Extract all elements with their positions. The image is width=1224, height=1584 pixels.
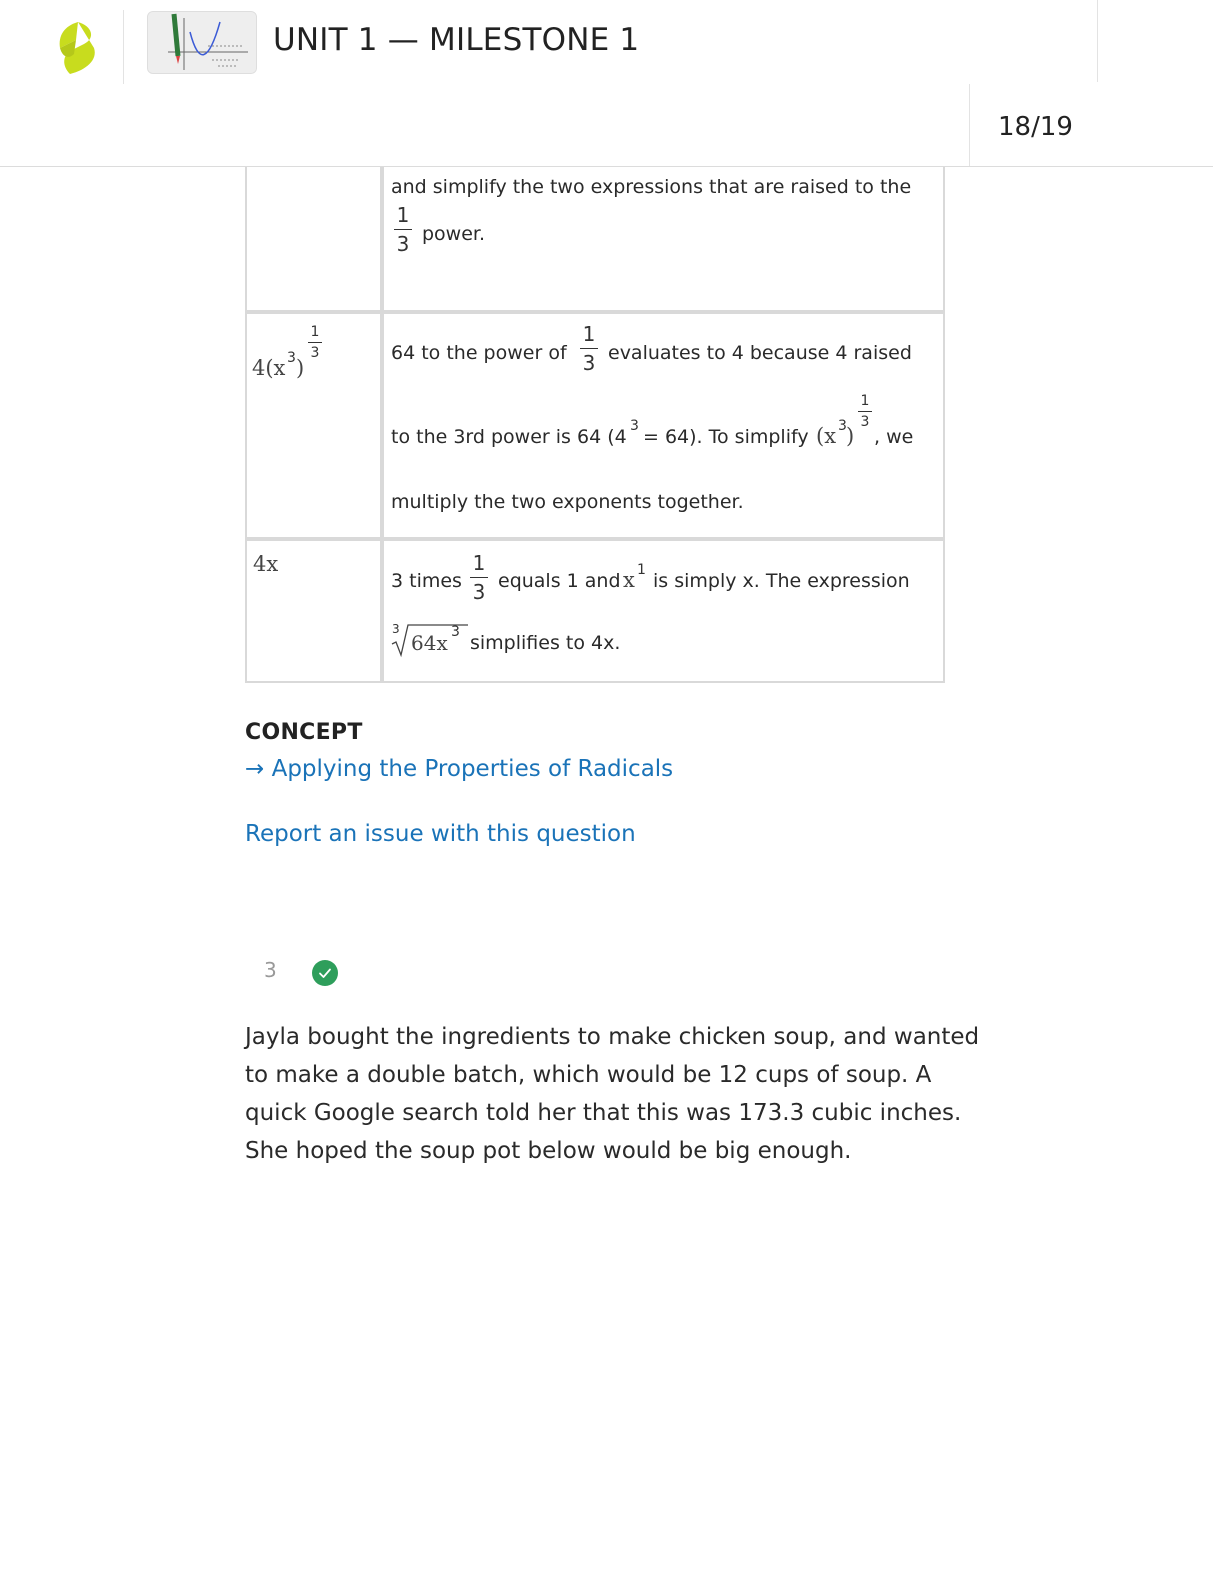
graph-thumbnail-icon (148, 12, 257, 74)
line2-expression: (x (816, 424, 837, 448)
row3-variable: x (623, 568, 635, 592)
fraction-denominator: 3 (472, 580, 486, 604)
question-counter: 18/19 (998, 112, 1073, 142)
row3-explanation-line1b: equals 1 and (498, 570, 621, 592)
row3-step-expression: 4x (253, 552, 279, 576)
question-text: Jayla bought the ingredients to make chicken soup, and wanted to make a double batch, which would be 12 cups of soup. A quick Google search told her that this was 173.3 cubic inches. She hoped the soup pot below would be big enough. (245, 1024, 980, 1164)
milestone-thumbnail (147, 11, 257, 74)
row3-explanation-line1c: is simply x. The expression (653, 570, 910, 592)
row2-explanation-line1a: 64 to the power of (391, 342, 567, 364)
fraction-numerator: 1 (396, 203, 410, 227)
fraction-numerator: 1 (310, 324, 320, 340)
line2-exponent: 3 (630, 418, 639, 434)
row1-explanation-line1: and simplify the two expressions that are raised to the (391, 176, 912, 198)
fraction-denominator: 3 (396, 232, 410, 256)
table-row-divider (245, 310, 945, 314)
logo-area (40, 10, 124, 84)
checkmark-icon (312, 960, 338, 986)
line2-expression-exponent: 3 (838, 418, 847, 434)
row2-explanation-line2c: , we (874, 426, 914, 448)
fraction-numerator: 1 (472, 551, 486, 575)
fraction-bar (580, 348, 598, 349)
radicand-exponent: 3 (451, 624, 460, 640)
correct-status-icon (312, 960, 338, 986)
fraction-denominator: 3 (582, 351, 596, 375)
row1-explanation-line2: power. (422, 223, 486, 245)
table-row-divider (245, 537, 945, 541)
row3-explanation-line1a: 3 times (391, 570, 462, 592)
row3-variable-exponent: 1 (637, 562, 646, 578)
row2-explanation-line2a: to the 3rd power is 64 (4 (391, 426, 627, 448)
line2-fraction-exponent (858, 393, 872, 430)
counter-divider (969, 84, 970, 166)
expression-exponent: 3 (287, 350, 296, 366)
table-column-divider (380, 167, 384, 682)
concept-link-label: Applying the Properties of Radicals (271, 756, 674, 782)
fraction-bar (394, 229, 412, 230)
fraction-denominator: 3 (860, 414, 870, 430)
row2-explanation-line2b: = 64). To simplify (643, 426, 809, 448)
root-index: 3 (392, 622, 400, 636)
line2-expression-close: ) (846, 424, 855, 448)
row3-explanation-line2: simplifies to 4x. (470, 632, 621, 654)
row2-explanation-line3: multiply the two exponents together. (391, 491, 744, 513)
fraction-denominator: 3 (310, 345, 320, 361)
fraction-bar (858, 411, 872, 412)
row2-step-expression (252, 356, 285, 380)
page-title: UNIT 1 — MILESTONE 1 (273, 22, 640, 58)
radicand: 64x (411, 631, 448, 655)
question-number: 3 (264, 958, 277, 982)
fraction-bar (470, 577, 488, 578)
expression-base: 4(x (252, 356, 286, 380)
fraction-bar (308, 342, 322, 343)
concept-link[interactable] (245, 756, 673, 782)
concept-heading: CONCEPT (245, 720, 363, 745)
top-bar (0, 0, 1224, 168)
row1-fraction (394, 203, 412, 256)
fraction-numerator: 1 (860, 393, 870, 409)
sophia-logo-icon[interactable] (56, 20, 100, 76)
header-divider (1097, 0, 1098, 82)
expression-fraction-exponent (308, 324, 322, 361)
row2-fraction (580, 322, 598, 375)
row3-fraction (470, 551, 488, 604)
report-issue-link[interactable]: Report an issue with this question (245, 821, 636, 847)
row2-explanation-line1b: evaluates to 4 because 4 raised (608, 342, 912, 364)
arrow-right-icon: → (245, 756, 265, 782)
expression-close-paren: ) (296, 356, 305, 380)
fraction-numerator: 1 (582, 322, 596, 346)
